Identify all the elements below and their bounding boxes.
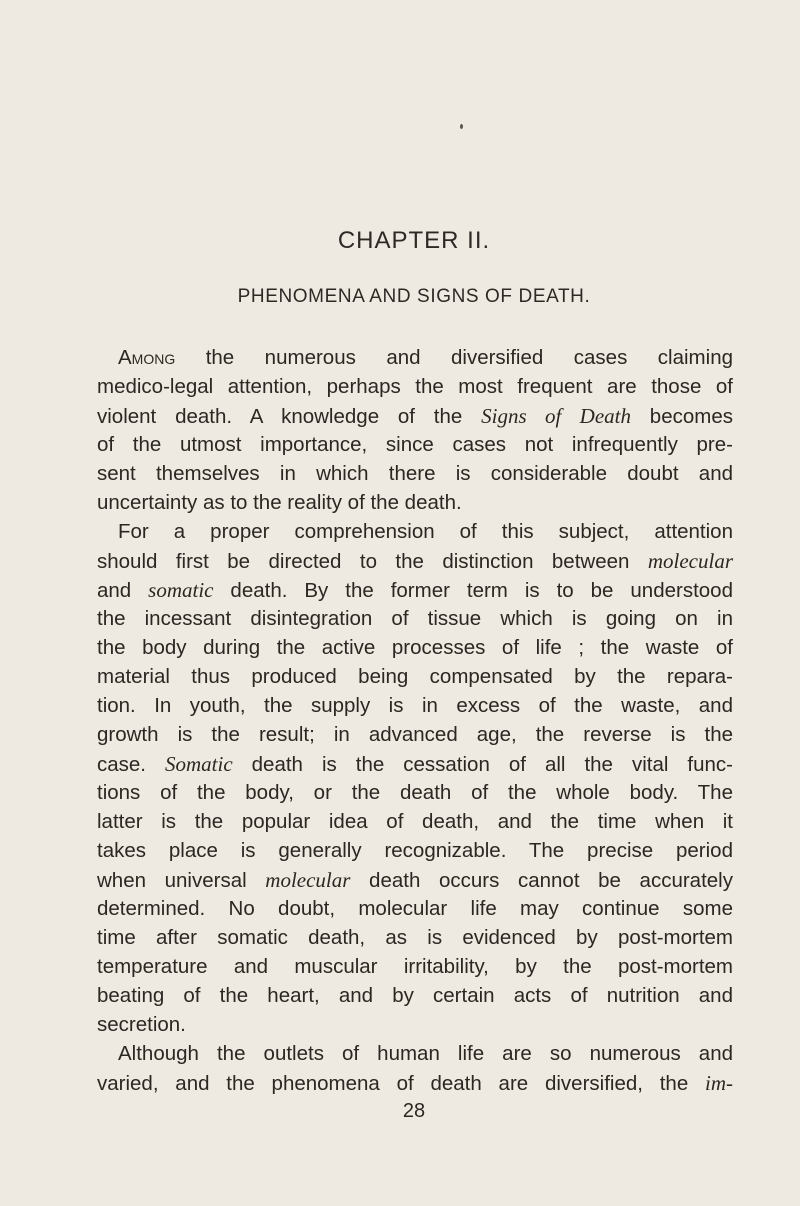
text-line: Although the outlets of human life are so numerous and [118,1042,733,1065]
text-fragment: death occurs cannot be accurately [350,869,733,892]
text-line: of the utmost importance, since cases not infrequently pre- [97,433,733,456]
text-line: temperature and muscular irritability, by the post-mortem [97,955,733,978]
text-line: medico-legal attention, perhaps the most frequent are those of [97,375,733,398]
text-line [97,403,733,430]
text-line: the body during the active processes of life ; the waste of [97,636,733,659]
text-line: latter is the popular idea of death, and the time when it [97,810,733,833]
text-line: takes place is generally recognizable. The precise period [97,839,733,862]
page-number: 28 [402,1100,426,1122]
italic-phrase: molecular [647,549,733,573]
italic-phrase: molecular [265,868,351,892]
text-line: For a proper comprehension of this subject, attention [118,520,733,543]
text-fragment: and [97,579,149,602]
text-line [97,867,733,894]
text-line: growth is the result; in advanced age, the reverse is the [97,723,733,746]
text-fragment: varied, and the phenomena of death are diversified, the [97,1072,705,1095]
text-line: material thus produced being compensated by the repara- [97,665,733,688]
text-line [97,548,733,575]
text-fragment: the numerous and diversified cases claiming [175,346,733,369]
text-line [97,751,733,778]
text-line: secretion. [97,1013,186,1036]
italic-phrase: somatic [148,578,214,602]
text-fragment: when universal [97,869,266,892]
text-fragment: should first be directed to the distinction between [97,550,648,573]
text-fragment: death is the cessation of all the vital func- [232,753,733,776]
text-line: the incessant disintegration of tissue which is going on in [97,607,733,630]
text-line: uncertainty as to the reality of the death. [97,491,462,514]
chapter-heading: CHAPTER II. [337,227,491,254]
text-fragment: death. By the former term is to be understood [213,579,733,602]
text-line [118,345,733,371]
italic-phrase: Signs of Death [481,404,631,428]
italic-phrase: Somatic [165,752,233,776]
text-line: sent themselves in which there is considerable doubt and [97,462,733,485]
text-line [97,577,733,604]
text-line [97,1070,733,1097]
text-line: time after somatic death, as is evidenced by post-mortem [97,926,733,949]
text-line: tion. In youth, the supply is in excess of the waste, and [97,694,733,717]
text-fragment: case. [97,753,165,776]
text-line: beating of the heart, and by certain acts of nutrition and [97,984,733,1007]
text-fragment: becomes [631,405,733,428]
chapter-subtitle: PHENOMENA AND SIGNS OF DEATH. [237,286,591,307]
italic-phrase: im- [705,1071,733,1095]
drop-word: Among [118,346,176,369]
text-line: tions of the body, or the death of the whole body. The [97,781,733,804]
text-fragment: violent death. A knowledge of the [97,405,482,428]
text-line: determined. No doubt, molecular life may continue some [97,897,733,920]
